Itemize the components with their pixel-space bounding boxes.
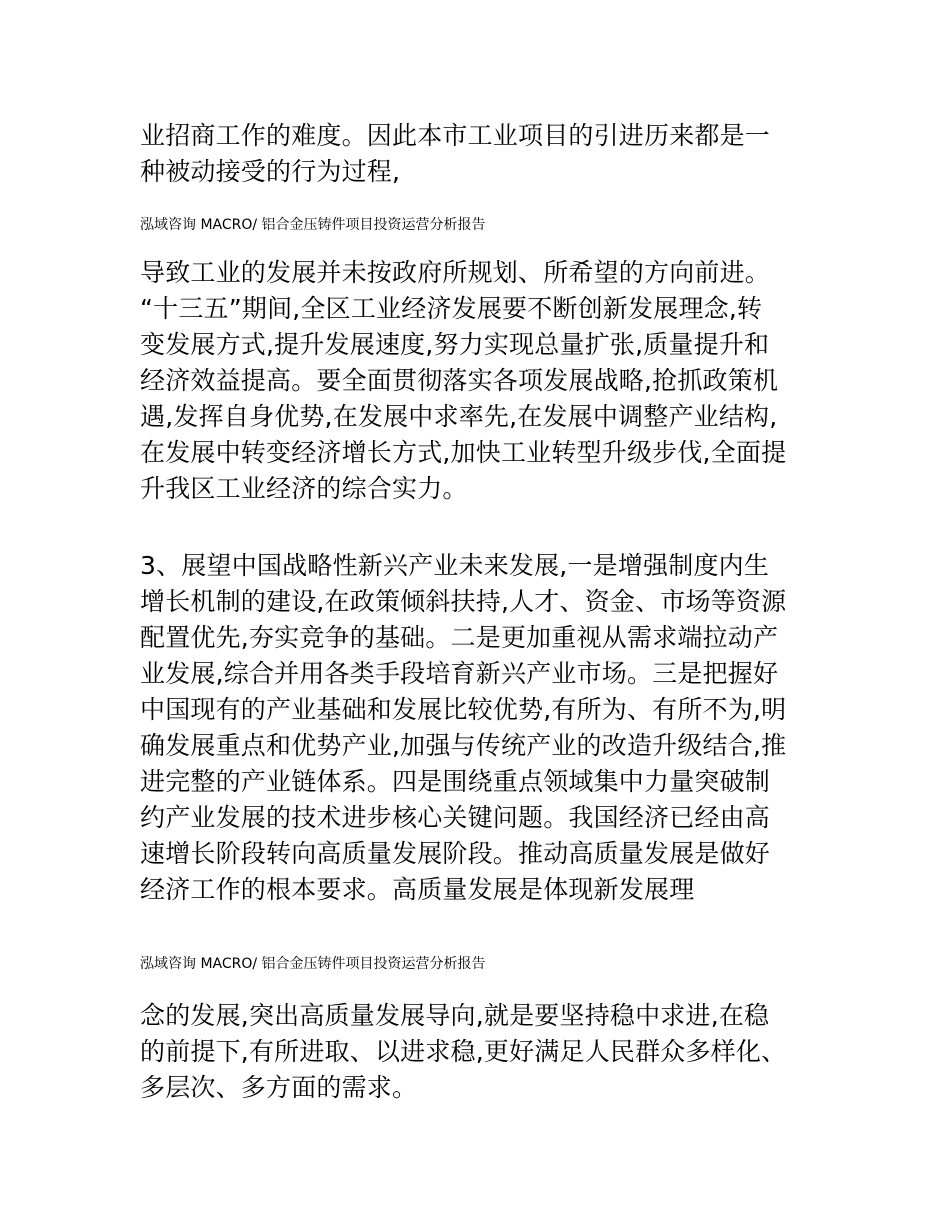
text-line: 中国现有的产业基础和发展比较优势,有所为、有所不为,明 — [140, 695, 787, 724]
text-line: 种被动接受的行为过程, — [140, 157, 401, 186]
text-line: 的前提下,有所进取、以进求稳,更好满足人民群众多样化、 — [140, 1037, 787, 1066]
text-line: 变发展方式,提升发展速度,努力实现总量扩张,质量提升和 — [140, 330, 770, 359]
text-line: “十三五”期间,全区工业经济发展要不断创新发展理念,转 — [140, 294, 763, 323]
text-line: 确发展重点和优势产业,加强与传统产业的改造升级结合,推 — [140, 731, 787, 760]
paragraph-1 — [140, 118, 820, 190]
paragraph-2 — [140, 255, 820, 507]
text-line: 速增长阶段转向高质量发展阶段。推动高质量发展是做好 — [140, 839, 771, 868]
text-line: 导致工业的发展并未按政府所规划、所希望的方向前进。 — [140, 258, 771, 287]
text-line: 在发展中转变经济增长方式,加快工业转型升级步伐,全面提 — [140, 438, 787, 467]
text-line: 3、展望中国战略性新兴产业未来发展,一是增强制度内生 — [140, 551, 770, 580]
text-line: 升我区工业经济的综合实力。 — [140, 474, 468, 503]
text-line: 配置优先,夯实竞争的基础。二是更加重视从需求端拉动产 — [140, 623, 779, 652]
text-line: 进完整的产业链体系。四是围绕重点领域集中力量突破制 — [140, 767, 771, 796]
paragraph-3 — [140, 548, 820, 908]
running-header: 泓域咨询 MACRO/ 铝合金压铸件项目投资运营分析报告 — [140, 956, 486, 972]
text-line: 念的发展,突出高质量发展导向,就是要坚持稳中求进,在稳 — [140, 1001, 770, 1030]
text-line: 增长机制的建设,在政策倾斜扶持,人才、资金、市场等资源 — [140, 587, 787, 616]
paragraph-4 — [140, 998, 820, 1106]
text-line: 业招商工作的难度。因此本市工业项目的引进历来都是一 — [140, 121, 771, 150]
text-line: 经济工作的根本要求。高质量发展是体现新发展理 — [140, 875, 695, 904]
text-line: 约产业发展的技术进步核心关键问题。我国经济已经由高 — [140, 803, 771, 832]
text-line: 遇,发挥自身优势,在发展中求率先,在发展中调整产业结构, — [140, 402, 778, 431]
text-line: 业发展,综合并用各类手段培育新兴产业市场。三是把握好 — [140, 659, 779, 688]
text-line: 多层次、多方面的需求。 — [140, 1073, 418, 1102]
running-header: 泓域咨询 MACRO/ 铝合金压铸件项目投资运营分析报告 — [140, 217, 486, 233]
text-line: 经济效益提高。要全面贯彻落实各项发展战略,抢抓政策机 — [140, 366, 779, 395]
